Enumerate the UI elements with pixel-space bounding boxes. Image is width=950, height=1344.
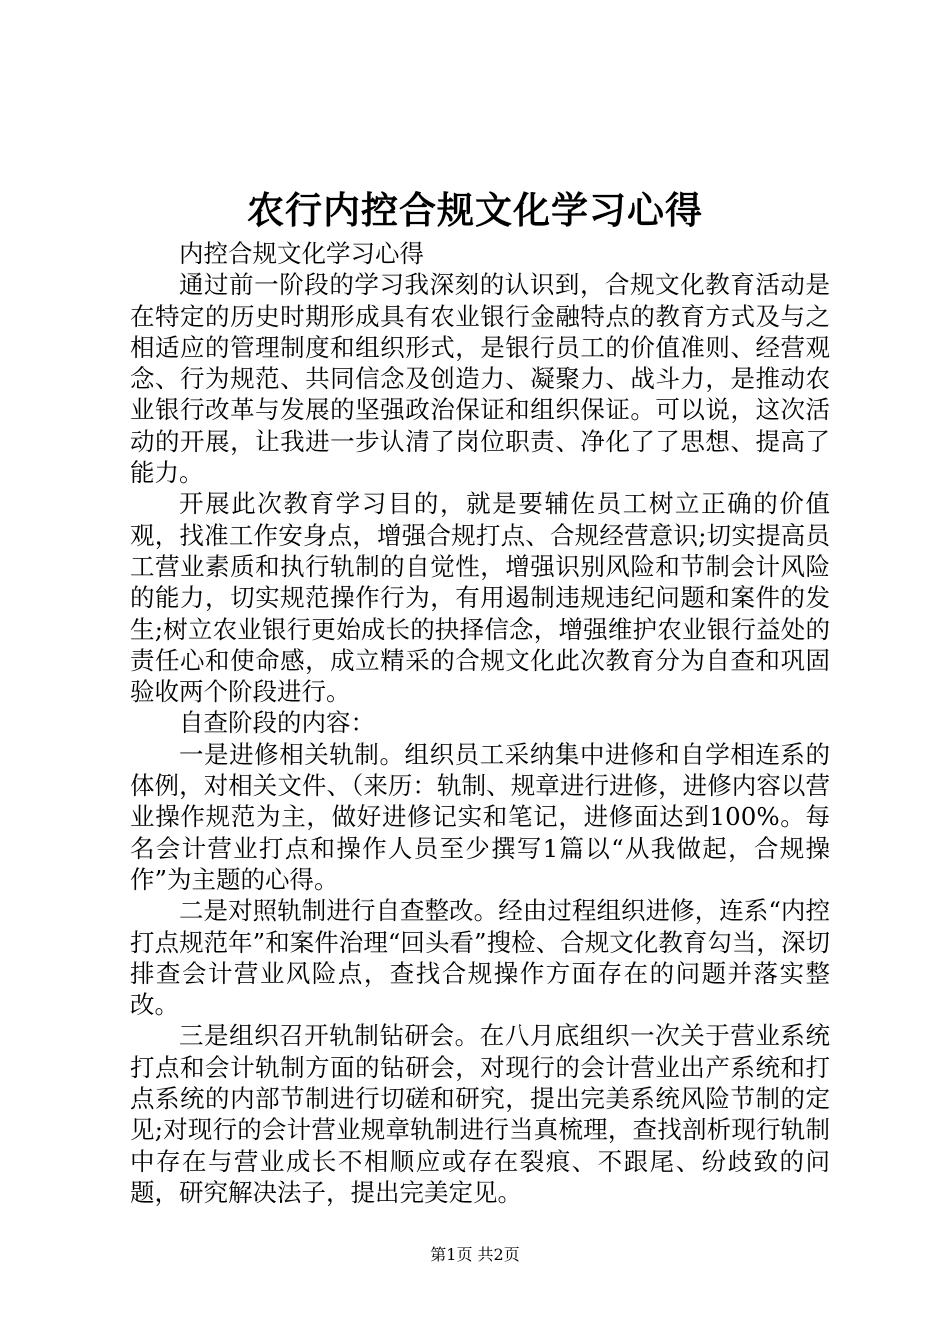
document-subtitle: 内控合规文化学习心得 (179, 239, 424, 268)
document-body (130, 238, 830, 1208)
paragraph: 三是组织召开轨制钻研会。在八月底组织一次关于营业系统打点和会计轨制方面的钻研会，对现行的会计营业出产系统和打点系统的内部节制进行切磋和研究，提出完美系统风险节制的定见;对现行的会计营业规章轨制进行当真梳理，查找剖析现行轨制中存在与营业成长不相顺应或存在裂痕、不跟尾、纷歧致的问题，研究解决法子，提出完美定见。 (130, 1021, 830, 1207)
page-number-footer: 第1页 共2页 (430, 1245, 520, 1264)
paragraph: 开展此次教育学习目的，就是要辅佐员工树立正确的价值观，找准工作安身点，增强合规打点、合规经营意识;切实提高员工营业素质和执行轨制的自觉性，增强识别风险和节制会计风险的能力，切实规范操作行为，有用遏制违规违纪问题和案件的发生;树立农业银行更始成长的抉择信念，增强维护农业银行益处的责任心和使命感，成立精采的合规文化此次教育分为自查和巩固验收两个阶段进行。 (130, 489, 830, 707)
paragraph: 二是对照轨制进行自查整改。经由过程组织进修，连系“内控打点规范年”和案件治理“回头看”搜检、合规文化教育勾当，深切排查会计营业风险点，查找合规操作方面存在的问题并落实整改。 (130, 896, 830, 1020)
document-title: 农行内控合规文化学习心得 (247, 188, 703, 232)
paragraph: 一是进修相关轨制。组织员工采纳集中进修和自学相连系的体例，对相关文件、（来历：轨制、规章进行进修，进修内容以营业操作规范为主，做好进修记实和笔记，进修面达到100%。每名会计营业打点和操作人员至少撰写1篇以“从我做起，合规操作”为主题的心得。 (130, 739, 830, 894)
paragraph: 通过前一阶段的学习我深刻的认识到，合规文化教育活动是在特定的历史时期形成具有农业银行金融特点的教育方式及与之相适应的管理制度和组织形式，是银行员工的价值准则、经营观念、行为规范、共同信念及创造力、凝聚力、战斗力，是推动农业银行改革与发展的坚强政治保证和组织保证。可以说，这次活动的开展，让我进一步认清了岗位职责、净化了了思想、提高了能力。 (130, 270, 830, 488)
paragraph: 自查阶段的内容： (179, 708, 375, 738)
